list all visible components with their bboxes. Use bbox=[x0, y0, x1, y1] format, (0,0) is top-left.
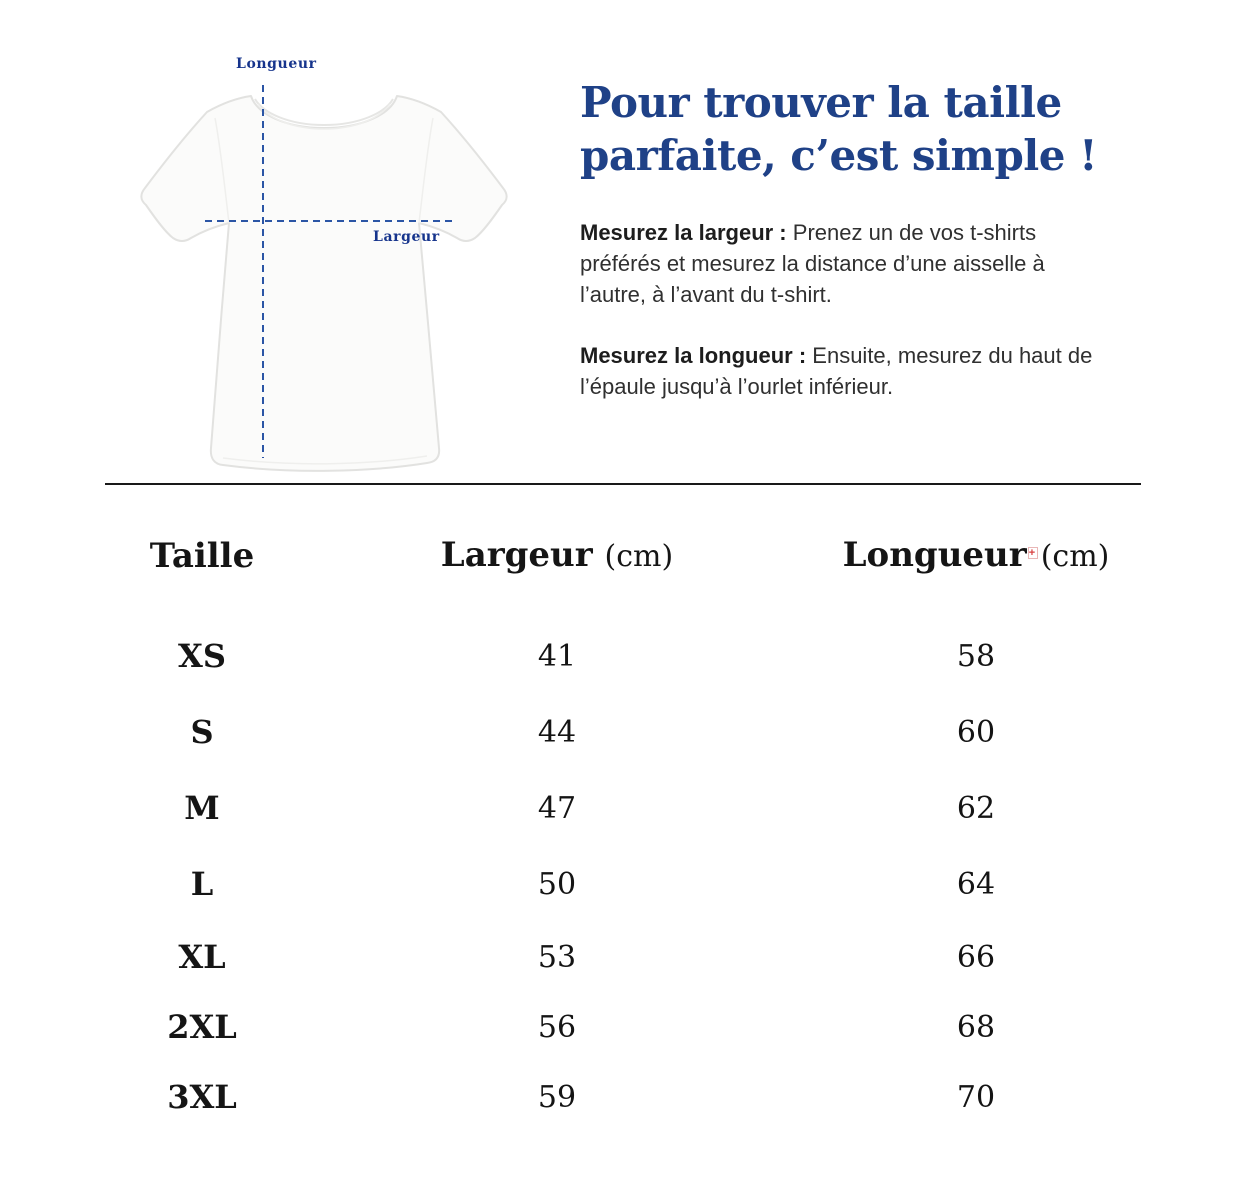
width-value: 41 bbox=[537, 638, 577, 674]
column-header-length: Longueur + (cm) bbox=[800, 532, 1152, 580]
length-value: 66 bbox=[956, 939, 996, 975]
intro-section bbox=[580, 76, 1120, 402]
tshirt-measure-figure bbox=[110, 50, 540, 490]
measure-length-text: Ensuite, mesurez du haut de l’épaule jusqu’à l’ourlet inférieur. bbox=[580, 343, 1093, 399]
size-label: 2XL bbox=[167, 1008, 237, 1046]
size-label: L bbox=[190, 865, 214, 903]
table-row-xl bbox=[90, 922, 1152, 992]
length-value: 68 bbox=[956, 1009, 996, 1045]
width-unit-label: (cm) bbox=[604, 539, 674, 574]
width-value: 56 bbox=[537, 1009, 577, 1045]
figure-length-label: Longueur bbox=[236, 56, 317, 72]
size-table-body bbox=[90, 618, 1152, 1132]
measure-length-lead: Mesurez la longueur : bbox=[580, 343, 807, 368]
page-title: Pour trouver la taille parfaite, c’est simple ! bbox=[580, 78, 1098, 180]
measure-width-text: Prenez un de vos t-shirts préférés et mesurez la distance d’une aisselle à l’autre, à l’avant du t-shirt. bbox=[580, 220, 1045, 307]
width-value: 50 bbox=[537, 866, 577, 902]
table-row-xs bbox=[90, 618, 1152, 694]
length-value: 64 bbox=[956, 866, 996, 902]
length-value: 62 bbox=[956, 790, 996, 826]
size-label: XL bbox=[178, 938, 226, 976]
table-row-m bbox=[90, 770, 1152, 846]
length-value: 58 bbox=[956, 638, 996, 674]
column-header-size: Taille bbox=[149, 536, 255, 576]
size-table-header bbox=[90, 532, 1152, 580]
measure-length-paragraph bbox=[580, 340, 1112, 402]
table-row-s bbox=[90, 694, 1152, 770]
size-label: XS bbox=[178, 637, 226, 675]
width-value: 53 bbox=[537, 939, 577, 975]
measure-width-lead: Mesurez la largeur : bbox=[580, 220, 787, 245]
length-value: 70 bbox=[956, 1079, 996, 1115]
table-row-3xl bbox=[90, 1062, 1152, 1132]
section-divider bbox=[105, 483, 1141, 485]
table-row-2xl bbox=[90, 992, 1152, 1062]
size-label: S bbox=[190, 713, 214, 751]
table-row-l bbox=[90, 846, 1152, 922]
size-label: M bbox=[184, 789, 220, 827]
width-value: 59 bbox=[537, 1079, 577, 1115]
width-value: 44 bbox=[537, 714, 577, 750]
length-unit-label: (cm) bbox=[1040, 539, 1110, 574]
width-value: 47 bbox=[537, 790, 577, 826]
figure-width-label: Largeur bbox=[373, 229, 440, 245]
broken-image-icon bbox=[1028, 547, 1038, 559]
length-value: 60 bbox=[956, 714, 996, 750]
measure-width-paragraph bbox=[580, 217, 1112, 310]
column-header-width: Largeur (cm) bbox=[440, 535, 674, 575]
size-label: 3XL bbox=[167, 1078, 237, 1116]
